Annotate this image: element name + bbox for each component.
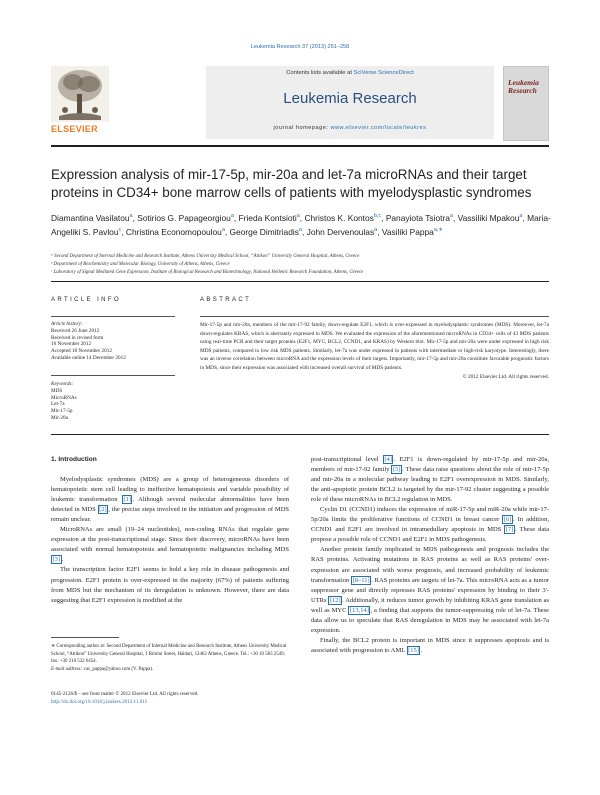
section-heading: 1. Introduction (51, 456, 97, 463)
footnote-rule (51, 637, 119, 638)
citation-link[interactable]: [12] (329, 596, 341, 604)
paragraph: Cyclin D1 (CCND1) induces the expression of miR-17-5p and miR-20a while mir-17-5p/20a limits the proliferative functions of CCND1 in breast cancer [6] . In addition, CCND1 and E2F1 are involved in intramedullary apoptosis in MDS [7] . These data propose a possible role of CCND1 and E2F1 in MDS pathogenesis. (311, 506, 550, 544)
elsevier-tree-icon (51, 66, 109, 122)
issn-block (51, 690, 351, 707)
affiliation-c: ᶜ Laboratory of Signal Mediated Gene Expression, Institute of Biological Research and Biotechnology, National Hellenic Research Foundation, Athens, Greece (51, 269, 364, 275)
cover-title: Leukemia Research (508, 78, 539, 95)
citation-link[interactable]: [15] (408, 646, 419, 654)
contents-line (206, 70, 494, 76)
keyword-item: Mir-17-5p (51, 408, 73, 415)
publisher-wordmark: ELSEVIER (51, 124, 98, 134)
email-address[interactable]: vas_pappa@yahoo.com (V. Pappa). (83, 667, 154, 673)
citation-link[interactable]: [8–11] (352, 576, 370, 584)
author-name: Maria-Angeliki S. Pavlou (51, 212, 551, 237)
paragraph: The transcription factor E2F1 seems to hold a key role in disease pathogenesis and progression. E2F1 protein is over-expressed in the majority (67%) of patients suffering from MDS but the mechanism of its deregulation is unknown. However, there are data suggesting that E2F1 expression is modified at the (51, 566, 289, 604)
author-affiliation-mark: a,∗ (433, 227, 444, 233)
contents-prefix: Contents lists available at (286, 70, 354, 76)
journal-reference[interactable]: Leukemia Research 37 (2013) 251–258 (250, 44, 350, 50)
citation-link[interactable]: [7] (505, 526, 514, 534)
author-affiliation-mark: c (118, 227, 122, 233)
abstract-text: Mir-17-5p and mir-20a, members of the mir-17-92 family, down-regulate E2F1, which is over-expressed in myelodysplastic syndromes (MDS). Moreover, let-7a down-regulates KRAS, which is aberrantly expressed in MDS. We evaluated the expression of the aforementioned microRNAs in CD34+ cells of 43 MDS patients using real-time PCR and their target proteins (E2F1, MYC, BCL2, CCND1, and KRAS) by Western blot. Mir-17-5p and mir-20a were under expressed in high risk MDS patients, compared to low risk MDS patients. Similarly, let-7a was under expressed in patients with intermediate or high-risk karyotype. Interestingly, there was an inverse correlation between microRNA and the expression levels of their targets. Importantly, mir-17-5p and mir-20a constitute favorable prognostic factors in MDS, since their expression was associated with increased overall survival of MDS patients. (200, 322, 549, 371)
author-name: George Dimitriadis (229, 226, 299, 237)
citation-link[interactable]: [1] (123, 496, 131, 504)
keywords-label: Keywords: (51, 381, 74, 387)
journal-cover (503, 66, 549, 141)
paragraph: Myelodysplastic syndromes (MDS) are a group of heterogeneous disorders of hematopoietic stem cell leading to ineffective hematopoiesis and variable possibility of leukemic transformation [1] . Although several molecular abnormalities have been detected in MDS [2] , the precise steps involved in the initiation and progression of MDS remain unclear. (51, 476, 290, 524)
author-name: Vassiliki Mpakou (457, 212, 520, 223)
author-affiliation-mark: b,c (373, 213, 382, 219)
author-list: Diamantina Vasilatou$^a$, Sotirios G. Papageorgiou$^a$, Frieda Kontsioti$^a$, Christos K. Kontos$^{b,c}$, Panayiota Tsiotra$^a$, Vassiliki Mpakou$^a$, Maria-Angeliki S. Pavlou$^c$, Christina Economopoulou$^a$, George Dimitriadis$^a$, John Dervenoulas$^a$, Vasiliki Pappa$^{a,∗}$ (51, 212, 551, 237)
header-rule (51, 281, 549, 282)
masthead (51, 66, 549, 143)
elsevier-tree-logo (51, 66, 109, 139)
footnote-email (51, 666, 289, 674)
journal-homepage (206, 125, 494, 131)
author-affiliation-mark: a (519, 213, 523, 219)
info-rule (51, 316, 175, 317)
citation-link[interactable]: [4] (384, 456, 392, 463)
author-affiliation-mark: a (298, 227, 302, 233)
author-name: Christina Economopoulou (125, 226, 222, 237)
citation-link[interactable]: [6] (503, 516, 512, 524)
author-affiliation-mark: a (296, 213, 300, 219)
author-affiliation-mark: a (230, 213, 234, 219)
author-affiliation-mark: a (129, 213, 133, 219)
body-column-right (311, 455, 549, 656)
author-name: Frieda Kontsioti (238, 212, 297, 223)
article-info-heading: ARTICLE INFO (51, 297, 122, 303)
history-label: Article history: (51, 321, 83, 327)
paragraph: Finally, the BCL2 protein is important in MDS since it suppresses apoptosis and is associated with progression to AML [15] . (311, 636, 549, 654)
sciencedirect-link[interactable]: SciVerse ScienceDirect (353, 70, 414, 76)
citation-link[interactable]: [2] (99, 506, 107, 514)
homepage-link[interactable]: www.elsevier.com/locate/leukres (330, 125, 427, 131)
author-name: Christos K. Kontos (304, 212, 374, 223)
keywords (51, 381, 175, 422)
doi-link[interactable]: http://dx.doi.org/10.1016/j.leukres.2012.11.011 (51, 699, 148, 706)
history-item: Received 26 June 2012 (51, 327, 100, 334)
citation-link[interactable]: [3] (52, 556, 61, 564)
issn-line: 0145-2126/$ – see front matter © 2012 Elsevier Ltd. All rights reserved. (51, 691, 199, 697)
history-item: Available online 14 December 2012 (51, 354, 126, 361)
paragraph: Another protein family implicated in MDS pathogenesis and prognosis includes the RAS proteins. Activating mutations in RAS proteins as well as RAS proteins' over-expression are associated with worse prognosis, and increased probability of leukemic transformation [8–11] . RAS proteins are targets of let-7a. This microRNA acts as a tumor suppressor gene and directly represses RAS proteins' expression by binding to their 3'-UTRs [12] . Additionally, it reduces tumor growth by inhibiting KRAS gene translation as well as MYC [13,14] , a finding that supports the tumor-suppressing role of let-7a. These data allow us to speculate that RAS deregulation in MDS may be associated with let-7a expression. (311, 546, 549, 634)
email-label: E-mail address: (51, 667, 84, 673)
keyword-item: Let-7a (51, 401, 65, 408)
journal-title: Leukemia Research (283, 90, 417, 107)
keyword-item: Mir-20a (51, 414, 68, 421)
author-name: Diamantina Vasilatou (51, 212, 130, 223)
affiliations (51, 253, 551, 276)
abstract-rule (200, 316, 549, 317)
footnote-text: ∗ Corresponding author at: Second Department of Internal Medicine and Research Institute, Athens University Medical School, “Attikon” University General Hospital, 1 Rimini Street, Haidari, 12462 Athens, Greece. Tel.: +30 10 583 2549; fax: +30 210 532 6454. (51, 644, 287, 665)
homepage-prefix: journal homepage: (273, 125, 331, 131)
author-name: Sotirios G. Papageorgiou (137, 212, 231, 223)
citation-link[interactable]: [13,14] (349, 606, 369, 614)
abstract-body (200, 321, 549, 381)
keyword-item: MicroRNAs (51, 394, 77, 401)
citation-link[interactable]: [5] (392, 466, 401, 474)
paragraph: MicroRNAs are small (19–24 nucleotides), non-coding RNAs that regulate gene expression at the post-transcriptional stage. Since their discovery, microRNAs have been associated with normal hematopoiesis and hematopoietic malignancies including MDS [3] . (51, 526, 289, 564)
affiliation-b: ᵇ Department of Biochemistry and Molecular Biology, University of Athens, Athens, Greece (51, 261, 230, 267)
author-affiliation-mark: a (221, 227, 225, 233)
abstract-copyright: © 2012 Elsevier Ltd. All rights reserved. (462, 373, 549, 380)
author-affiliation-mark: a (449, 213, 453, 219)
paragraph: post-transcriptional level [4] . E2F1 is down-regulated by mir-17-5p and mir-20a, members of mir-17-92 family [5] . These data raise questions about the role of mir-17-5p and mir-20a in a molecular pathway leading to E2F1 overexpression in MDS. Similarly, the anti-apoptotic protein BCL2 is targeted by the mir-17-92 cluster suggesting a possible role of these microRNAs in BCL2 regulation in MDS. (311, 456, 549, 504)
history-item: Accepted 18 November 2012 (51, 348, 112, 355)
article-info (51, 297, 175, 303)
author-name: Panayiota Tsiotra (385, 212, 450, 223)
author-name: John Dervenoulas (306, 226, 375, 237)
article-title: Expression analysis of mir-17-5p, mir-20a and let-7a microRNAs and their target proteins in CD34+ bone marrow cells of patients with myelodysplastic syndromes (51, 167, 532, 200)
affiliation-a: ᵃ Second Department of Internal Medicine and Research Institute, Athens University Medical School, “Attikon” University General Hospital, Athens, Greece (51, 254, 360, 259)
author-affiliation-mark: a (374, 227, 378, 233)
body-rule (51, 434, 549, 435)
journal-banner (206, 66, 494, 139)
article-history (51, 321, 175, 362)
corresponding-author-footnote (51, 643, 289, 674)
keywords-rule (51, 375, 175, 376)
masthead-rule (51, 145, 549, 147)
history-item: 16 November 2012 (51, 341, 92, 348)
author-name: Vasiliki Pappa (381, 226, 434, 237)
abstract-heading: ABSTRACT (200, 297, 252, 303)
body-column-left (51, 455, 289, 606)
keyword-item: MDS (51, 387, 63, 394)
history-item: Received in revised form (51, 334, 104, 341)
